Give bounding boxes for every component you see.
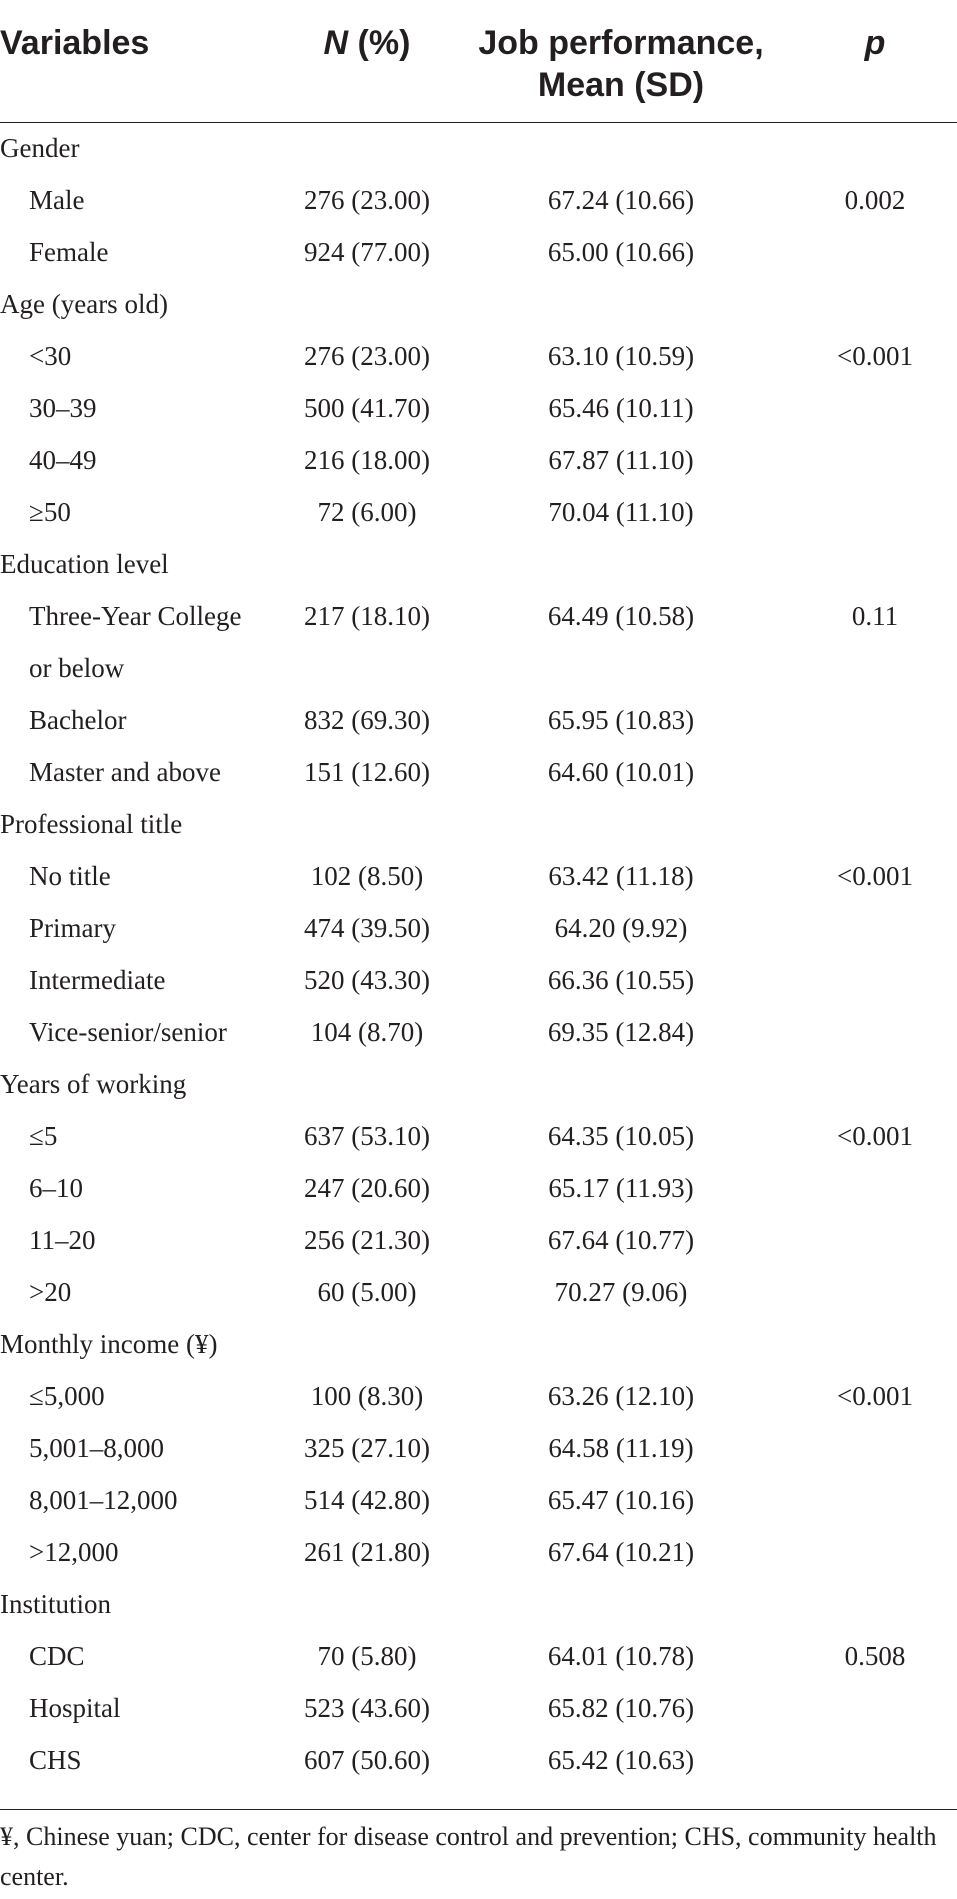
table-row [0,1526,957,1578]
row-mean-sd: 67.87 (11.10) [548,445,694,475]
table-row [0,746,957,798]
row-mean-sd: 63.10 (10.59) [547,341,695,371]
table-body [0,122,957,1786]
row-n-percent: 104 (8.70) [310,1017,424,1047]
row-variable: Gender [0,133,80,163]
row-n-percent: 247 (20.60) [304,1173,430,1203]
group-row [0,1318,957,1370]
header-job-line2: Mean (SD) [537,66,705,104]
row-variable: ≤5,000 [29,1381,105,1411]
table-row [0,382,957,434]
row-variable: ≥50 [29,497,71,527]
row-p-value: 0.002 [844,185,906,215]
row-n-percent: 276 (23.00) [304,341,430,371]
row-variable: Female [29,237,109,267]
row-p-value: <0.001 [837,1381,913,1411]
row-variable: Master and above [29,757,221,787]
row-n-percent: 500 (41.70) [304,393,430,423]
table-row [0,1110,957,1162]
row-variable: ≤5 [29,1121,58,1151]
table-row [0,1734,957,1786]
row-variable: 6–10 [29,1173,83,1203]
group-row [0,798,957,850]
row-variable: Intermediate [29,965,166,995]
row-mean-sd: 67.24 (10.66) [547,185,695,215]
table-row [0,434,957,486]
row-variable: 8,001–12,000 [29,1485,178,1515]
row-variable: 5,001–8,000 [29,1433,164,1463]
row-variable: 11–20 [29,1225,96,1255]
table-row [0,902,957,954]
row-mean-sd: 65.47 (10.16) [547,1485,695,1515]
row-n-percent: 276 (23.00) [304,185,430,215]
row-mean-sd: 70.04 (11.10) [548,497,694,527]
row-mean-sd: 69.35 (12.84) [547,1017,695,1047]
table-row [0,1006,957,1058]
row-p-value: 0.11 [851,601,899,631]
row-variable: 40–49 [29,445,97,475]
row-p-value: <0.001 [837,341,913,371]
row-n-percent: 70 (5.80) [317,1641,417,1671]
row-mean-sd: 66.36 (10.55) [547,965,695,995]
row-n-percent: 325 (27.10) [304,1433,430,1463]
row-mean-sd: 63.26 (12.10) [547,1381,695,1411]
row-variable: Education level [0,549,169,579]
row-n-percent: 637 (53.10) [304,1121,430,1151]
row-variable: >12,000 [29,1537,119,1567]
table-row [0,1422,957,1474]
row-variable: No title [29,861,111,891]
row-mean-sd: 63.42 (11.18) [548,861,694,891]
header-n-rest: (%) [348,24,411,62]
row-n-percent: 832 (69.30) [304,705,430,735]
header-job-line1: Job performance, [478,24,764,62]
header-job-performance [456,22,786,106]
row-p-value: 0.508 [844,1641,906,1671]
header-n-percent [272,22,462,64]
row-n-percent: 607 (50.60) [304,1745,430,1775]
group-row [0,538,957,590]
row-variable: CHS [29,1745,82,1775]
row-n-percent: 100 (8.30) [310,1381,424,1411]
table-row [0,850,957,902]
table-row [0,1370,957,1422]
row-variable: Bachelor [29,705,127,735]
row-p-value: <0.001 [837,1121,913,1151]
row-mean-sd: 67.64 (10.77) [547,1225,695,1255]
row-mean-sd: 64.20 (9.92) [554,913,688,943]
row-mean-sd: 64.58 (11.19) [548,1433,694,1463]
row-variable: Hospital [29,1693,121,1723]
group-row [0,1578,957,1630]
table-footnote: ¥, Chinese yuan; CDC, center for disease control and prevention; CHS, community health center. [0,1822,937,1891]
header-variables: Variables [0,24,150,62]
row-n-percent: 60 (5.00) [317,1277,417,1307]
row-p-value: <0.001 [837,861,913,891]
table-row [0,1630,957,1682]
table-row [0,226,957,278]
table-row [0,1682,957,1734]
table-row [0,1162,957,1214]
row-mean-sd: 65.46 (10.11) [548,393,694,423]
row-variable: Three-Year College or below [29,601,242,683]
row-variable: Institution [0,1589,112,1619]
row-n-percent: 514 (42.80) [304,1485,430,1515]
table-row [0,694,957,746]
row-n-percent: 217 (18.10) [304,601,430,631]
header-n-italic: N [323,24,349,62]
table-row [0,1214,957,1266]
header-p: p [864,24,886,62]
row-mean-sd: 65.17 (11.93) [548,1173,694,1203]
group-row [0,1058,957,1110]
row-variable: Monthly income (¥) [0,1329,218,1359]
row-mean-sd: 64.01 (10.78) [547,1641,695,1671]
row-mean-sd: 65.42 (10.63) [547,1745,695,1775]
row-n-percent: 474 (39.50) [304,913,430,943]
row-mean-sd: 67.64 (10.21) [547,1537,695,1567]
row-variable: >20 [29,1277,72,1307]
table-header [0,18,957,123]
row-n-percent: 102 (8.50) [310,861,424,891]
row-mean-sd: 64.60 (10.01) [547,757,695,787]
table-row [0,590,957,694]
bottom-rule [0,1809,957,1810]
table-row [0,1474,957,1526]
group-row [0,122,957,174]
row-variable: CDC [29,1641,85,1671]
row-n-percent: 520 (43.30) [304,965,430,995]
row-variable: Age (years old) [0,289,168,319]
row-mean-sd: 65.82 (10.76) [547,1693,695,1723]
row-mean-sd: 65.95 (10.83) [547,705,695,735]
row-variable: Primary [29,913,116,943]
group-row [0,278,957,330]
row-mean-sd: 70.27 (9.06) [554,1277,688,1307]
row-variable: Male [29,185,85,215]
row-mean-sd: 65.00 (10.66) [547,237,695,267]
row-n-percent: 216 (18.00) [304,445,430,475]
row-n-percent: 523 (43.60) [304,1693,430,1723]
row-variable: Professional title [0,809,183,839]
table-row [0,1266,957,1318]
row-mean-sd: 64.35 (10.05) [547,1121,695,1151]
row-n-percent: 261 (21.80) [304,1537,430,1567]
row-variable: <30 [29,341,72,371]
row-variable: 30–39 [29,393,97,423]
table-row [0,954,957,1006]
row-n-percent: 924 (77.00) [304,237,430,267]
table-row [0,174,957,226]
row-variable: Vice-senior/senior [29,1017,227,1047]
row-n-percent: 72 (6.00) [317,497,417,527]
table-row [0,486,957,538]
table-row [0,330,957,382]
row-mean-sd: 64.49 (10.58) [547,601,695,631]
row-n-percent: 151 (12.60) [304,757,430,787]
row-variable: Years of working [0,1069,187,1099]
row-n-percent: 256 (21.30) [304,1225,430,1255]
